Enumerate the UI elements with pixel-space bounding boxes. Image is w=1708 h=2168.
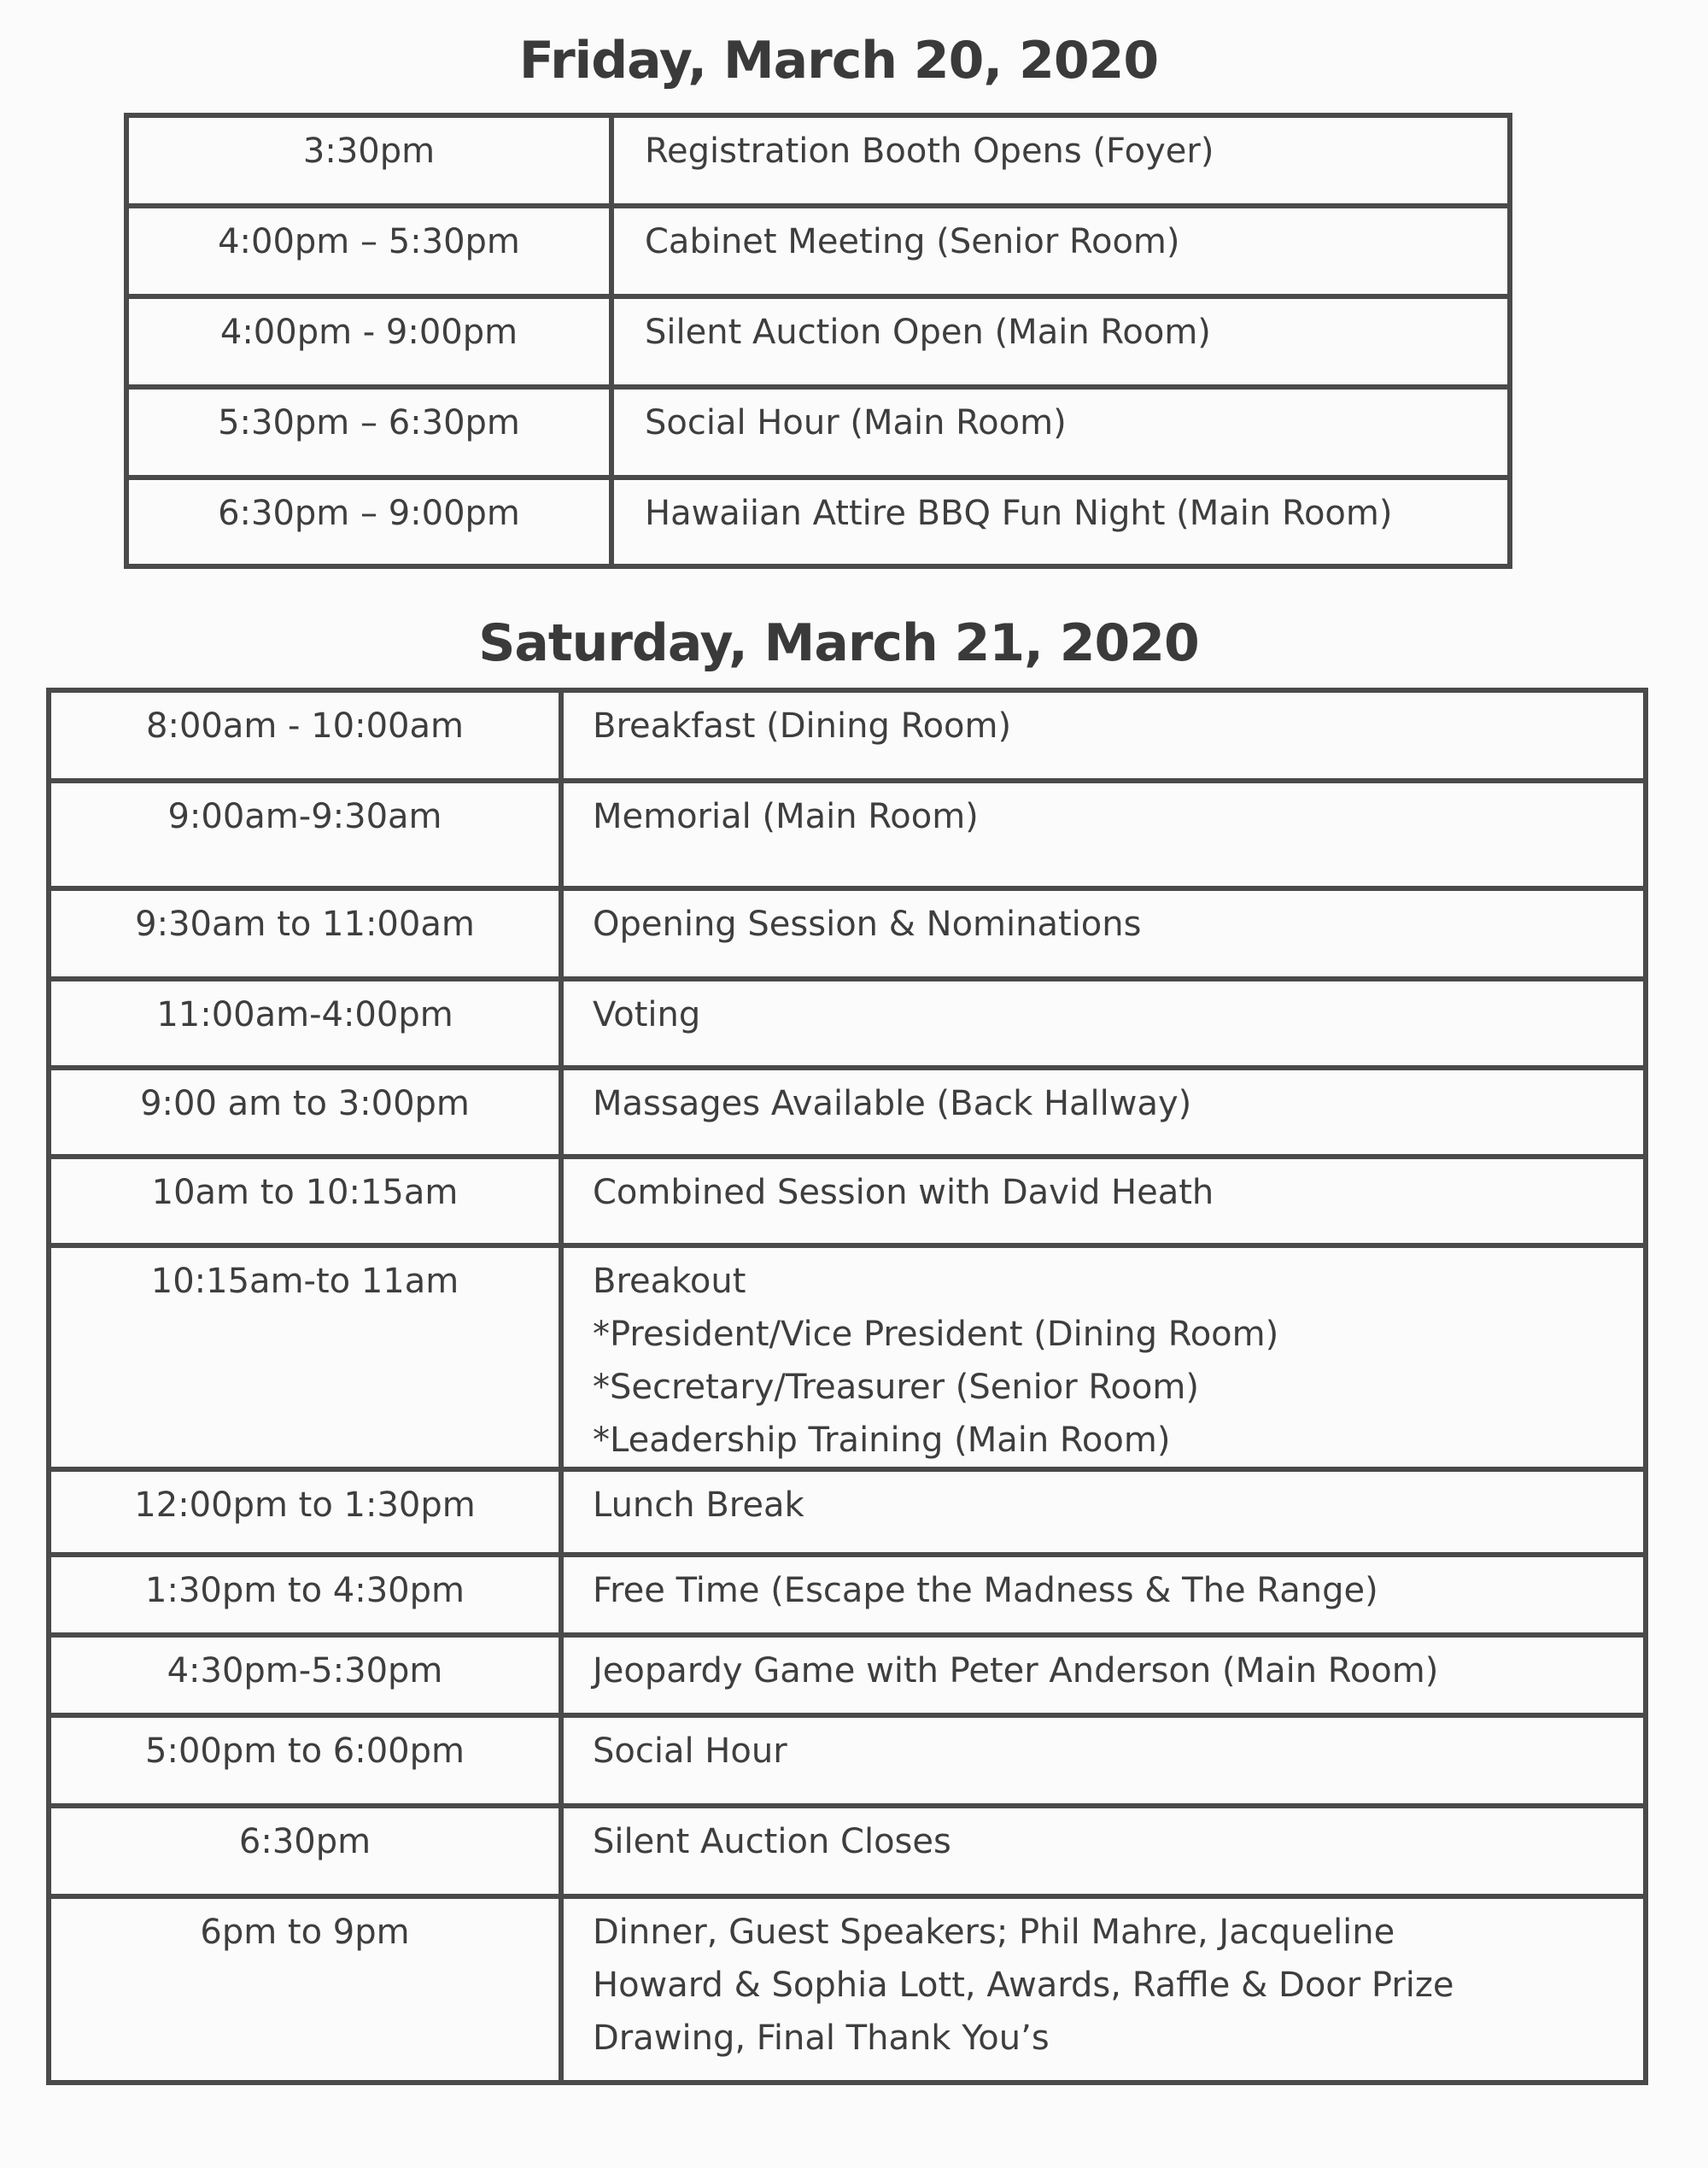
schedule-row bbox=[126, 206, 1510, 296]
schedule-event-line: Memorial (Main Room) bbox=[593, 797, 979, 836]
schedule-event bbox=[561, 781, 1646, 888]
schedule-event-line: Cabinet Meeting (Senior Room) bbox=[645, 222, 1180, 261]
schedule-time: 6:30pm bbox=[49, 1806, 561, 1896]
schedule-event-line: Howard & Sophia Lott, Awards, Raffle & Door Prize bbox=[593, 1966, 1454, 2005]
schedule-event-line: Registration Booth Opens (Foyer) bbox=[645, 132, 1214, 171]
schedule-event bbox=[561, 1469, 1646, 1555]
schedule-row bbox=[126, 478, 1510, 566]
schedule-event-line: *President/Vice President (Dining Room) bbox=[593, 1315, 1279, 1354]
schedule-row bbox=[49, 1469, 1646, 1555]
schedule-event-line: Opening Session & Nominations bbox=[593, 905, 1142, 944]
schedule-event-line: Hawaiian Attire BBQ Fun Night (Main Room) bbox=[645, 494, 1393, 533]
schedule-row bbox=[49, 1245, 1646, 1469]
schedule-row bbox=[126, 296, 1510, 387]
schedule-event-line: Silent Auction Open (Main Room) bbox=[645, 313, 1211, 352]
schedule-event-line: Massages Available (Back Hallway) bbox=[593, 1084, 1192, 1123]
schedule-event bbox=[561, 888, 1646, 979]
schedule-time: 9:00 am to 3:00pm bbox=[49, 1068, 561, 1157]
schedule-row bbox=[49, 1157, 1646, 1245]
schedule-event bbox=[561, 1068, 1646, 1157]
schedule-event bbox=[611, 296, 1510, 387]
schedule-row bbox=[49, 888, 1646, 979]
schedule-row bbox=[49, 979, 1646, 1068]
schedule-event bbox=[561, 979, 1646, 1068]
schedule-event bbox=[561, 690, 1646, 781]
schedule-event bbox=[561, 1555, 1646, 1635]
schedule-time: 5:30pm – 6:30pm bbox=[126, 387, 611, 478]
schedule-time: 6:30pm – 9:00pm bbox=[126, 478, 611, 566]
friday-heading: Friday, March 20, 2020 bbox=[518, 31, 1159, 91]
schedule-event bbox=[611, 206, 1510, 296]
schedule-event bbox=[561, 1635, 1646, 1715]
schedule-time: 4:00pm - 9:00pm bbox=[126, 296, 611, 387]
schedule-event-line: Social Hour bbox=[593, 1731, 787, 1771]
schedule-event bbox=[611, 478, 1510, 566]
schedule-row bbox=[49, 781, 1646, 888]
saturday-schedule-table bbox=[46, 688, 1648, 2085]
schedule-event bbox=[611, 115, 1510, 206]
schedule-event-line: Drawing, Final Thank You’s bbox=[593, 2019, 1050, 2058]
schedule-event-line: Voting bbox=[593, 995, 701, 1034]
schedule-time: 11:00am-4:00pm bbox=[49, 979, 561, 1068]
schedule-event bbox=[561, 1896, 1646, 2083]
schedule-event-line: Jeopardy Game with Peter Anderson (Main Room) bbox=[593, 1651, 1439, 1690]
schedule-event bbox=[561, 1245, 1646, 1469]
friday-schedule-table bbox=[124, 113, 1512, 569]
schedule-time: 4:30pm-5:30pm bbox=[49, 1635, 561, 1715]
schedule-event-line: Combined Session with David Heath bbox=[593, 1173, 1214, 1212]
schedule-time: 6pm to 9pm bbox=[49, 1896, 561, 2083]
schedule-event-line: Silent Auction Closes bbox=[593, 1822, 951, 1861]
friday-schedule-body bbox=[126, 115, 1510, 566]
schedule-row bbox=[49, 690, 1646, 781]
schedule-event-line: *Leadership Training (Main Room) bbox=[593, 1421, 1171, 1460]
schedule-row bbox=[49, 1896, 1646, 2083]
schedule-time: 5:00pm to 6:00pm bbox=[49, 1715, 561, 1806]
saturday-heading: Saturday, March 21, 2020 bbox=[478, 613, 1199, 673]
schedule-event bbox=[611, 387, 1510, 478]
schedule-time: 10:15am-to 11am bbox=[49, 1245, 561, 1469]
schedule-row bbox=[49, 1555, 1646, 1635]
schedule-time: 9:30am to 11:00am bbox=[49, 888, 561, 979]
schedule-event bbox=[561, 1715, 1646, 1806]
schedule-event bbox=[561, 1157, 1646, 1245]
schedule-time: 1:30pm to 4:30pm bbox=[49, 1555, 561, 1635]
schedule-event-line: Lunch Break bbox=[593, 1485, 804, 1525]
schedule-time: 4:00pm – 5:30pm bbox=[126, 206, 611, 296]
schedule-event bbox=[561, 1806, 1646, 1896]
schedule-row bbox=[49, 1635, 1646, 1715]
schedule-event-line: Dinner, Guest Speakers; Phil Mahre, Jacqueline bbox=[593, 1913, 1395, 1952]
saturday-schedule-body bbox=[49, 690, 1646, 2083]
schedule-event-line: Breakfast (Dining Room) bbox=[593, 706, 1012, 746]
schedule-time: 9:00am-9:30am bbox=[49, 781, 561, 888]
schedule-row bbox=[49, 1806, 1646, 1896]
schedule-time: 12:00pm to 1:30pm bbox=[49, 1469, 561, 1555]
schedule-event-line: *Secretary/Treasurer (Senior Room) bbox=[593, 1368, 1199, 1407]
schedule-event-line: Social Hour (Main Room) bbox=[645, 403, 1067, 442]
schedule-event-line: Breakout bbox=[593, 1262, 746, 1301]
schedule-row bbox=[49, 1715, 1646, 1806]
schedule-row bbox=[49, 1068, 1646, 1157]
schedule-event-line: Free Time (Escape the Madness & The Range) bbox=[593, 1571, 1378, 1610]
schedule-time: 3:30pm bbox=[126, 115, 611, 206]
schedule-row bbox=[126, 115, 1510, 206]
schedule-row bbox=[126, 387, 1510, 478]
schedule-time: 8:00am - 10:00am bbox=[49, 690, 561, 781]
schedule-time: 10am to 10:15am bbox=[49, 1157, 561, 1245]
